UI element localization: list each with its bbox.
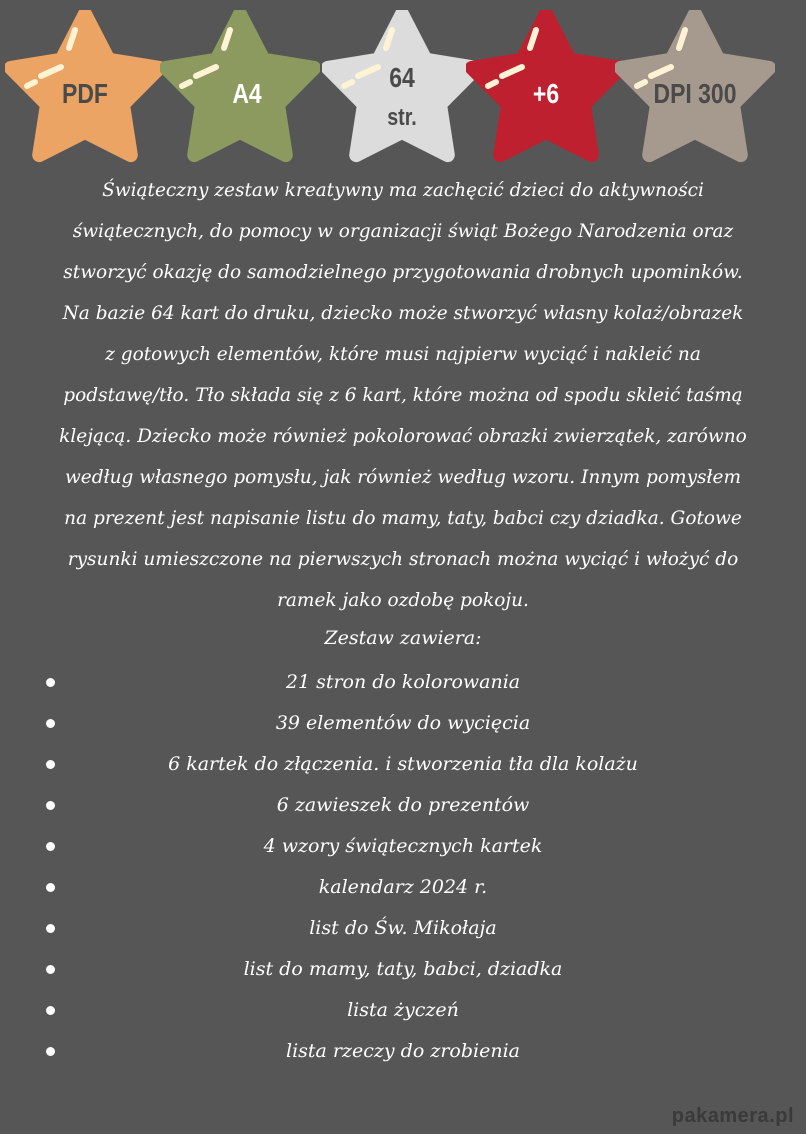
bullet-icon [46,801,55,810]
list-item [0,785,806,826]
description-line: z gotowych elementów, które musi najpierw wyciąć i nakleić na [105,344,701,365]
list-item-label: kalendarz 2024 r. [318,876,488,898]
bullet-icon [46,965,55,974]
description-line: według własnego pomysłu, jak również według wzoru. Innym pomysłem [64,467,742,488]
list-item-label: list do Św. Mikołaja [309,917,497,939]
contents-list [0,662,806,1072]
badge-a4 [160,10,320,165]
description-line: świątecznych, do pomocy w organizacji świąt Bożego Narodzenia oraz [72,221,734,242]
list-item [0,1031,806,1072]
list-item [0,703,806,744]
description-line: Na bazie 64 kart do druku, dziecko może stworzyć własny kolaż/obrazek [62,303,744,324]
badge-dpi-label: DPI 300 [653,78,737,109]
list-item-label: 39 elementów do wycięcia [275,712,531,734]
badge-pages-number: 64 [389,62,415,93]
badge-pdf-label: PDF [62,78,108,109]
badge-plus6 [466,10,626,165]
badge-plus6-label: +6 [532,78,560,109]
badge-pages-unit: str. [387,104,417,131]
list-item [0,908,806,949]
list-item-label: 21 stron do kolorowania [285,671,521,693]
bullet-icon [46,1006,55,1015]
badge-a4-label: A4 [232,78,262,109]
bullet-icon [46,924,55,933]
description-line: klejącą. Dziecko może również pokolorować obrazki zwierzątek, zarówno [59,426,747,447]
description-line: na prezent jest napisanie listu do mamy, taty, babci czy dziadka. Gotowe [64,508,742,529]
bullet-icon [46,842,55,851]
contents-title: Zestaw zawiera: [324,627,482,649]
bullet-icon [46,883,55,892]
badge-row [0,0,806,170]
bullet-icon [46,678,55,687]
bullet-icon [46,760,55,769]
description-line: Świąteczny zestaw kreatywny ma zachęcić dzieci do aktywności [102,180,704,201]
list-item [0,949,806,990]
badge-pages [322,10,482,165]
product-description [18,170,788,621]
list-item [0,744,806,785]
bullet-icon [46,719,55,728]
bullet-icon [46,1047,55,1056]
description-line: rysunki umieszczone na pierwszych stronach można wyciąć i włożyć do [67,549,739,570]
description-line: podstawę/tło. Tło składa się z 6 kart, które można od spodu skleić taśmą [63,385,743,406]
list-item-label: 4 wzory świątecznych kartek [263,835,543,857]
list-item [0,990,806,1031]
list-item-label: list do mamy, taty, babci, dziadka [243,958,563,980]
list-item-label: lista rzeczy do zrobienia [286,1040,520,1062]
list-item [0,867,806,908]
list-item-label: 6 zawieszek do prezentów [276,794,530,816]
badge-pdf [5,10,165,165]
list-item-label: 6 kartek do złączenia. i stworzenia tła dla kolażu [168,753,638,775]
description-line: stworzyć okazję do samodzielnego przygotowania drobnych upominków. [63,262,743,283]
list-item [0,826,806,867]
list-item-label: lista życzeń [347,999,459,1021]
badge-dpi [615,10,775,165]
description-line: ramek jako ozdobę pokoju. [277,590,529,611]
watermark-logo: pakamera.pl [671,1105,794,1127]
list-item [0,662,806,703]
